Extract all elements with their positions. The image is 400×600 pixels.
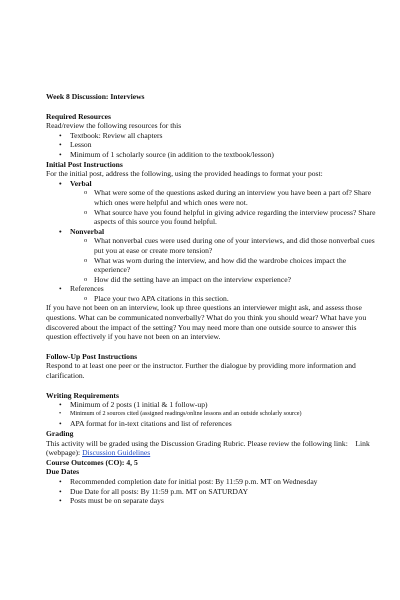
list-item: • Minimum of 1 scholarly source (in addition to the textbook/lesson): [59, 149, 274, 159]
grading-text: This activity will be graded using the Discussion Grading Rubric. Please review the following link: Link (webpage): Discussion Guidelines: [46, 438, 370, 458]
list-item: • Recommended completion date for initial post: By 11:59 p.m. MT on Wednesday: [59, 476, 318, 486]
bullet-icon: •: [59, 178, 62, 188]
sub-list-item: o What were some of the questions asked during an interview you have been a part of? Share which ones were helpful and which ones were not.: [84, 188, 372, 207]
list-item: • Lesson: [59, 140, 92, 150]
initial-post-intro: For the initial post, address the following, using the provided headings to format your post:: [46, 169, 323, 179]
bullet-icon: •: [59, 419, 62, 429]
writing-requirements-heading: Writing Requirements: [46, 390, 119, 400]
list-item: • APA format for in-text citations and list of references: [59, 419, 232, 429]
follow-up-heading: Follow-Up Post Instructions: [46, 351, 138, 361]
follow-up-text: Respond to at least one peer or the instructor. Further the dialogue by providing more information and clarification.: [46, 361, 356, 381]
bullet-icon: •: [59, 284, 62, 294]
no-interview-note: If you have not been on an interview, look up three questions an interviewer might ask, and assess those questions. What can be communicated nonverbally? What do you think you should wear? What have you discovered about the impact of the setting? You may need more than one outside source to answer this question effectively if you have not been on an interview.: [46, 303, 367, 342]
references-heading: • References: [59, 284, 104, 294]
grading-heading: Grading: [46, 429, 74, 438]
discussion-guidelines-link[interactable]: Discussion Guidelines: [82, 448, 151, 458]
circle-bullet-icon: o: [84, 208, 88, 216]
list-item: • Posts must be on separate days: [59, 496, 164, 506]
circle-bullet-icon: o: [84, 294, 88, 302]
list-item: • Minimum of 2 sources cited (assigned readings/online lessons and an outside scholarly source): [46, 410, 376, 420]
verbal-heading: • Verbal: [59, 178, 92, 188]
bullet-icon: •: [59, 400, 62, 410]
sub-list-item: o Place your two APA citations in this section.: [84, 293, 229, 303]
bullet-icon: •: [59, 496, 62, 506]
bullet-icon: •: [59, 476, 62, 486]
circle-bullet-icon: o: [84, 189, 88, 197]
sub-list-item: o What source have you found helpful in giving advice regarding the interview process? Share aspects of this source you found helpful.: [84, 207, 376, 227]
bullet-icon: •: [59, 149, 62, 159]
course-outcomes-label: Course Outcomes (CO): 4, 5: [46, 457, 138, 467]
circle-bullet-icon: o: [84, 256, 88, 264]
due-dates-heading: Due Dates: [46, 467, 80, 477]
link-type-label: Link (webpage):: [46, 438, 370, 458]
sub-list-item: o What was worn during the interview, and how did the wardrobe choices impact the experience?: [84, 255, 347, 275]
circle-bullet-icon: o: [84, 275, 88, 283]
bullet-icon: •: [59, 226, 62, 236]
initial-post-heading: Initial Post Instructions: [46, 159, 123, 169]
list-item: • Minimum of 2 posts (1 initial & 1 follow-up): [59, 400, 208, 410]
list-item: • Textbook: Review all chapters: [59, 130, 163, 140]
bullet-icon: •: [59, 486, 62, 496]
sub-list-item: o What nonverbal cues were used during one of your interviews, and did those nonverbal cues put you at ease or create more tension?: [84, 236, 375, 255]
list-item: • Due Date for all posts: By 11:59 p.m. MT on SATURDAY: [59, 486, 249, 496]
required-resources-heading: Required Resources: [46, 111, 111, 121]
bullet-icon: •: [59, 140, 62, 150]
bullet-icon: •: [59, 130, 62, 140]
sub-list-item: o How did the setting have an impact on the interview experience?: [84, 274, 291, 284]
grading-link-prefix: link:: [333, 438, 348, 448]
page-title: Week 8 Discussion: Interviews: [46, 92, 145, 101]
required-resources-intro: Read/review the following resources for this: [46, 121, 182, 131]
document-page: [46, 92, 376, 506]
nonverbal-heading: • Nonverbal: [59, 226, 105, 236]
bullet-icon: •: [59, 410, 62, 417]
circle-bullet-icon: o: [84, 237, 88, 245]
